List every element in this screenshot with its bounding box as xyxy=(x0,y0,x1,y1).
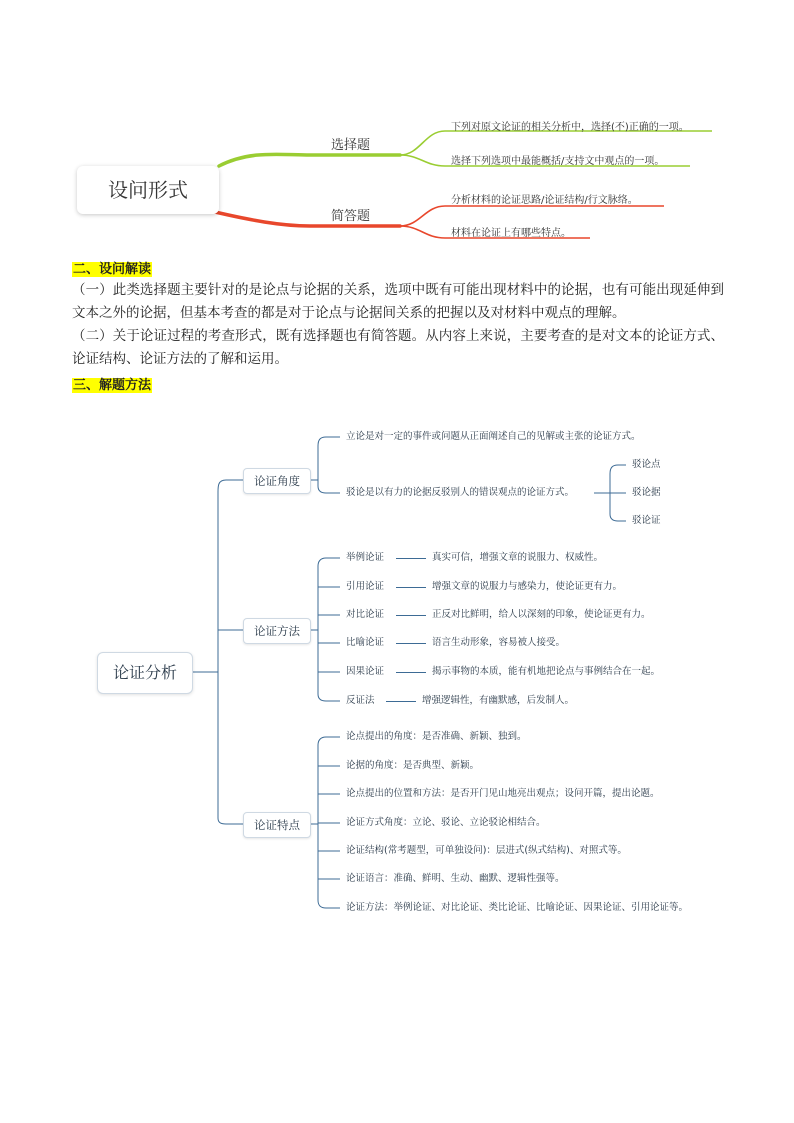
mindmap2-method-dash xyxy=(396,558,426,559)
mindmap2-feature-item: 论证结构(常考题型，可单独设问)：层进式(纵式结构)、对照式等。 xyxy=(346,845,627,856)
mindmap2-angle-item: 立论是对一定的事件或问题从正面阐述自己的见解或主张的论证方式。 xyxy=(346,431,641,442)
mindmap2-method-name: 引用论证 xyxy=(346,581,385,592)
mindmap2-method-name: 因果论证 xyxy=(346,666,385,677)
mindmap1-branch-choice: 选择题 xyxy=(331,138,371,153)
mindmap2-angle-sub: 驳论证 xyxy=(632,515,661,526)
mindmap1-branch-short-answer: 简答题 xyxy=(331,209,371,224)
mindmap2-method-dash xyxy=(396,615,426,616)
mindmap1-leaf: 选择下列选项中最能概括/支持文中观点的一项。 xyxy=(451,156,665,167)
mindmap2-node-method: 论证方法 xyxy=(243,618,311,644)
section2-paragraph-2: （二）关于论证过程的考查形式，既有选择题也有简答题。从内容上来说，主要考查的是对文本的论证方式、论证结构、论证方法的了解和运用。 xyxy=(72,328,724,367)
mindmap2-method-desc: 增强逻辑性，有幽默感，后发制人。 xyxy=(422,695,575,706)
mindmap2-feature-item: 论据的角度：是否典型、新颖。 xyxy=(346,760,480,771)
mindmap2-node-feature: 论证特点 xyxy=(243,812,311,838)
mindmap2-method-name: 反证法 xyxy=(346,695,375,706)
mindmap1-leaf: 材料在论证上有哪些特点。 xyxy=(451,228,571,239)
mindmap2-method-dash xyxy=(396,587,426,588)
mindmap2-method-dash xyxy=(396,672,426,673)
mindmap2-root: 论证分析 xyxy=(97,652,193,694)
mindmap2-feature-item: 论点提出的角度：是否准确、新颖、独到。 xyxy=(346,731,527,742)
mindmap2-feature-item: 论证方法：举例论证、对比论证、类比论证、比喻论证、因果论证、引用论证等。 xyxy=(346,902,689,913)
mindmap2-angle-sub: 驳论点 xyxy=(632,459,661,470)
mindmap2-method-desc: 正反对比鲜明，给人以深刻的印象，使论证更有力。 xyxy=(432,609,651,620)
mindmap2-method-dash xyxy=(386,701,416,702)
mindmap1-leaf: 下列对原文论证的相关分析中，选择(不)正确的一项。 xyxy=(451,122,689,133)
mindmap2-method-name: 比喻论证 xyxy=(346,637,385,648)
mindmap1-leaf: 分析材料的论证思路/论证结构/行文脉络。 xyxy=(451,195,638,206)
mindmap2-method-desc: 真实可信，增强文章的说服力、权威性。 xyxy=(432,552,604,563)
mindmap2-method-name: 举例论证 xyxy=(346,552,385,563)
mindmap2-method-desc: 揭示事物的本质，能有机地把论点与事例结合在一起。 xyxy=(432,666,661,677)
mindmap2-angle-sub: 驳论据 xyxy=(632,487,661,498)
mindmap2-feature-item: 论点提出的位置和方法：是否开门见山地亮出观点；设问开篇，提出论题。 xyxy=(346,788,660,799)
section3-heading: 三、解题方法 xyxy=(73,378,152,393)
mindmap2-node-angle: 论证角度 xyxy=(243,468,311,494)
section2-heading: 二、设问解读 xyxy=(73,262,152,277)
mindmap2-method-desc: 语言生动形象，容易被人接受。 xyxy=(432,637,566,648)
mindmap2-feature-item: 论证语言：准确、鲜明、生动、幽默、逻辑性强等。 xyxy=(346,873,565,884)
mindmap2-method-desc: 增强文章的说服力与感染力，使论证更有力。 xyxy=(432,581,623,592)
section2-paragraph-1: （一）此类选择题主要针对的是论点与论据的关系，选项中既有可能出现材料中的论据，也有可能出现延伸到文本之外的论据，但基本考查的都是对于论点与论据间关系的把握以及对材料中观点的理解。 xyxy=(72,282,724,321)
mindmap2-angle-item: 驳论是以有力的论据反驳别人的错误观点的论证方式。 xyxy=(346,487,575,498)
mindmap2-method-dash xyxy=(396,643,426,644)
mindmap2-method-name: 对比论证 xyxy=(346,609,385,620)
mindmap2-feature-item: 论证方式角度：立论、驳论、立论驳论相结合。 xyxy=(346,817,546,828)
mindmap1-root: 设问形式 xyxy=(77,166,219,214)
